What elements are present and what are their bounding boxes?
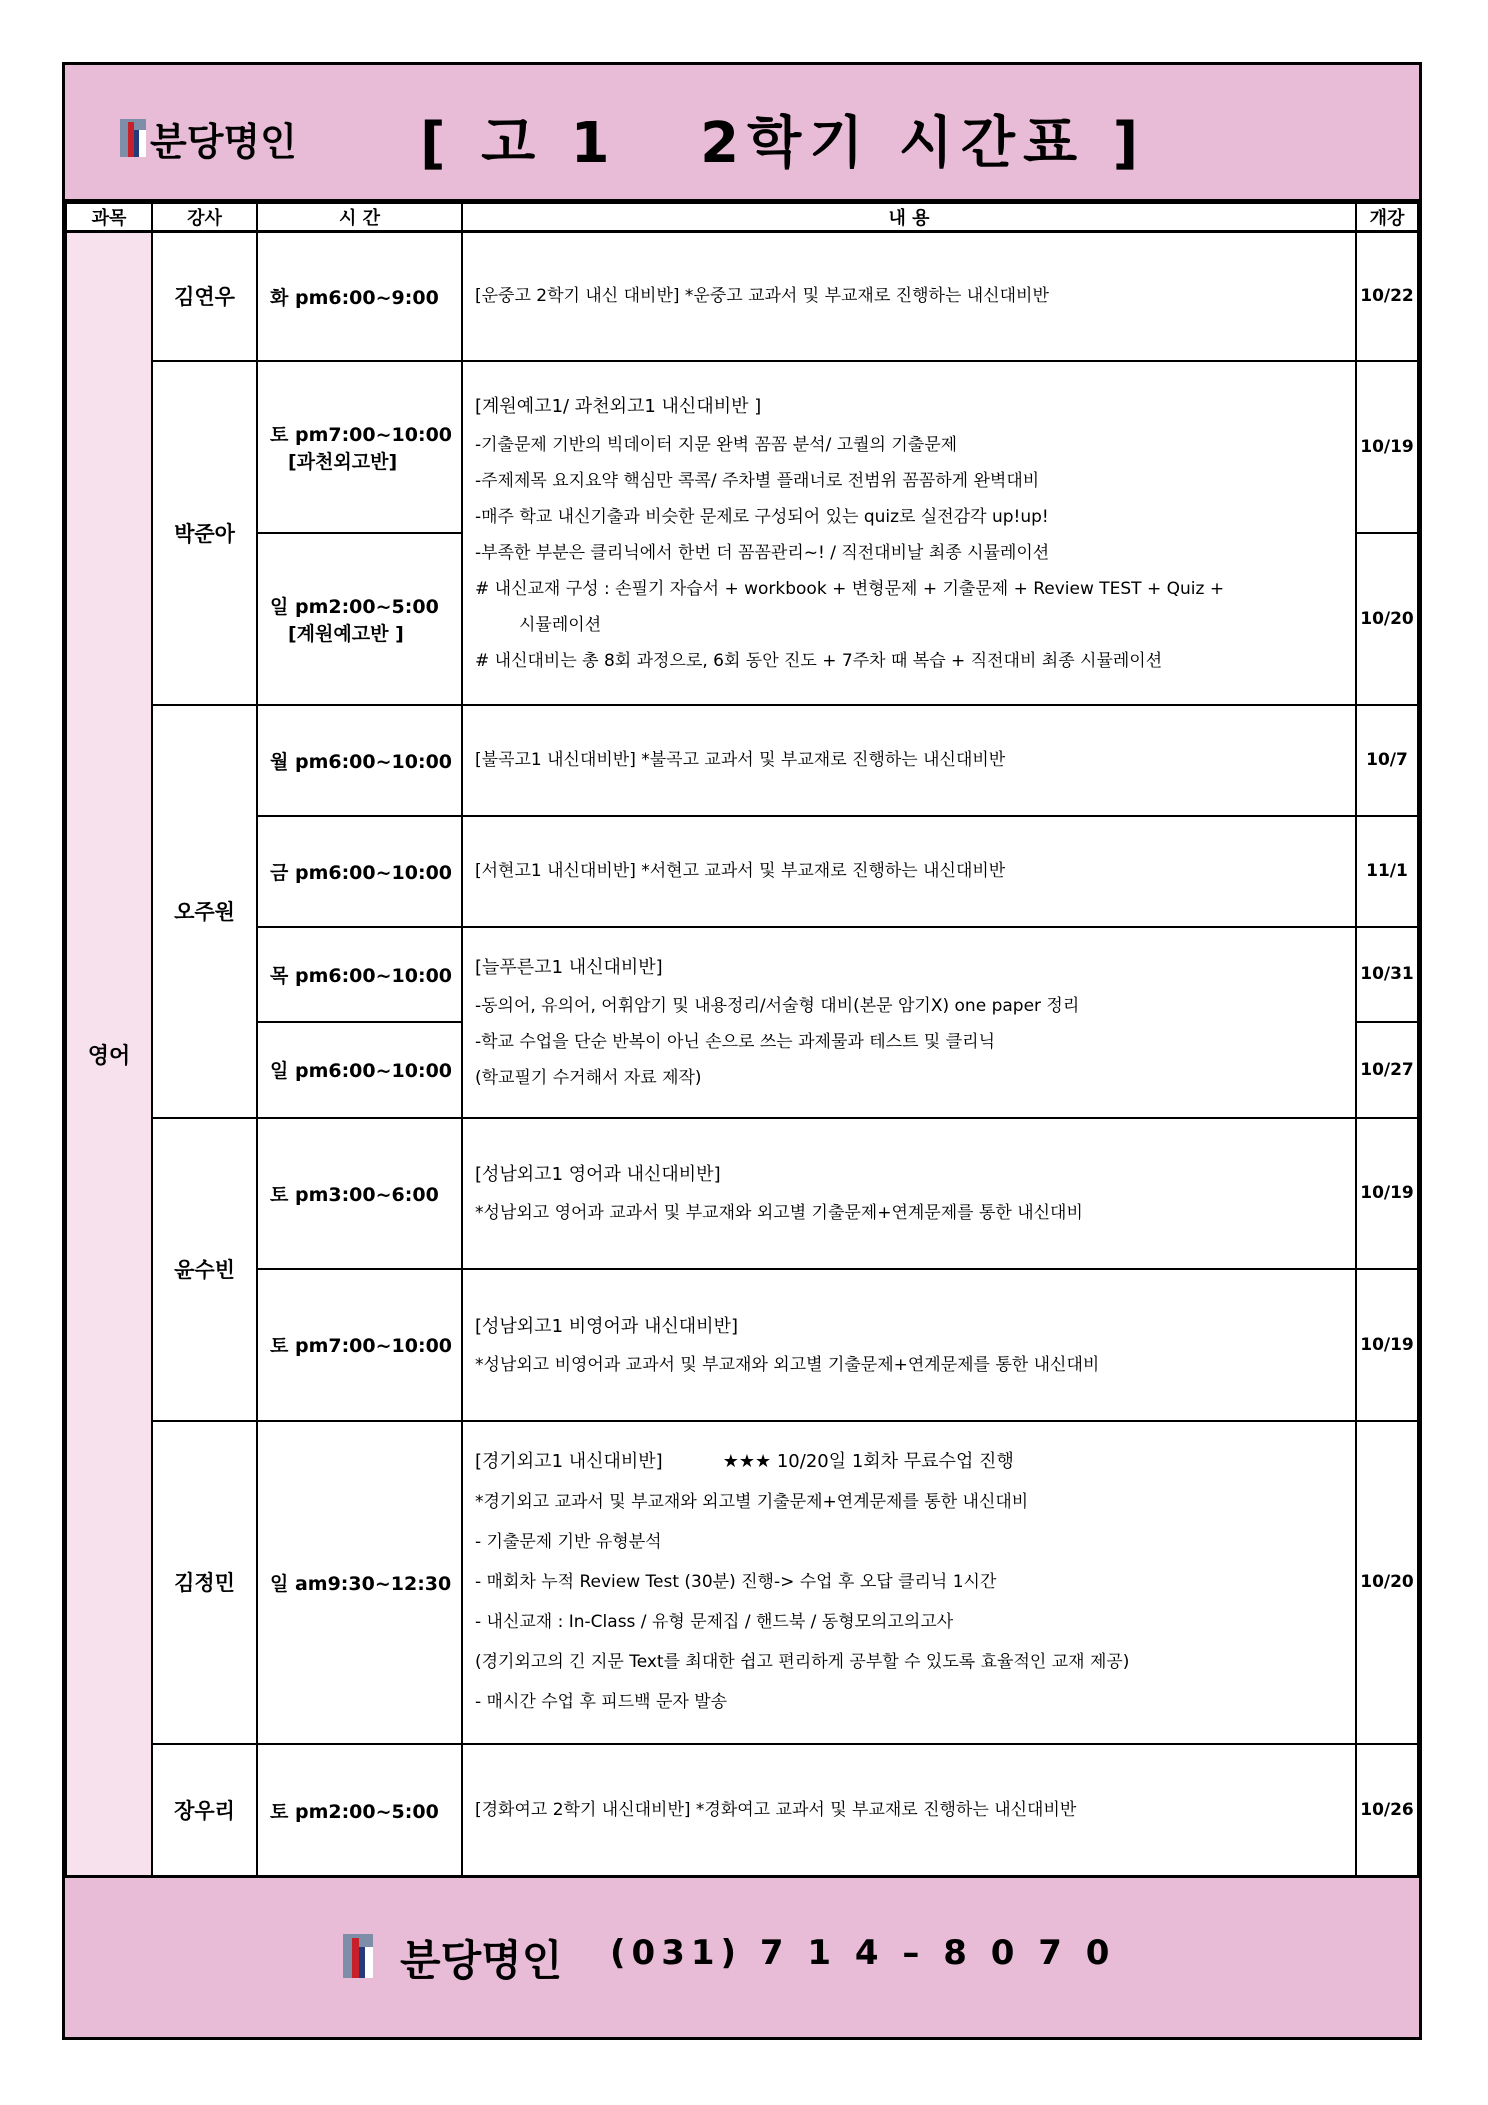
content-line: [서현고1 내신대비반] *서현고 교과서 및 부교재로 진행하는 내신대비반: [475, 861, 1006, 881]
start-date-cell: 10/20: [1356, 533, 1418, 705]
teacher-cell: 오주원: [152, 705, 257, 1118]
teacher-cell: 장우리: [152, 1744, 257, 1877]
time-cell: [257, 361, 462, 533]
table-row: [66, 927, 1418, 1022]
content-cell: [462, 1421, 1356, 1744]
content-line: *경기외고 교과서 및 부교재와 외고별 기출문제+연계문제를 통한 내신대비: [475, 1492, 1029, 1512]
content-line: [늘푸른고1 내신대비반]: [475, 957, 663, 978]
content-line: [475, 1442, 1355, 1482]
content-cell: [462, 361, 1356, 705]
table-row: [66, 1118, 1418, 1269]
col-header-time: 시 간: [257, 203, 462, 232]
subject-cell: 영어: [66, 232, 152, 1877]
time-text: 화 pm6:00~9:00: [270, 286, 439, 309]
content-line: -주제제목 요지요약 핵심만 콕콕/ 주차별 플래너로 전범위 꼼꼼하게 완벽대비: [475, 470, 1040, 491]
time-cell: [257, 1022, 462, 1118]
teacher-cell: 김연우: [152, 232, 257, 361]
start-date-cell: 10/22: [1356, 232, 1418, 361]
content-line: - 내신교재 : In-Class / 유형 문제집 / 핸드북 / 동형모의고의고사: [475, 1612, 954, 1632]
table-row: [66, 361, 1418, 533]
time-group-text: [과천외고반]: [288, 450, 398, 473]
content-line: (경기외고의 긴 지문 Text를 최대한 쉽고 편리하게 공부할 수 있도록 효율적인 교재 제공): [475, 1652, 1130, 1672]
free-class-note: ★★★ 10/20일 1회차 무료수업 진행: [722, 1451, 1014, 1472]
time-group-text: [계원예고반 ]: [288, 622, 404, 645]
footer-brand-name: 분당명인: [400, 1936, 563, 1985]
table-header-row: [66, 203, 1418, 232]
content-line: [경화여고 2학기 내신대비반] *경화여고 교과서 및 부교재로 진행하는 내신대비반: [475, 1800, 1077, 1820]
table-row: [66, 705, 1418, 816]
content-cell: [462, 927, 1356, 1118]
content-line: - 매회차 누적 Review Test (30분) 진행-> 수업 후 오답 클리닉 1시간: [475, 1572, 997, 1592]
teacher-cell: 윤수빈: [152, 1118, 257, 1421]
content-cell: [462, 232, 1356, 361]
start-date-cell: 10/26: [1356, 1744, 1418, 1877]
time-text: 토 pm7:00~10:00: [270, 1335, 453, 1357]
time-text: 토 pm3:00~6:00: [270, 1183, 439, 1206]
start-date-cell: 10/20: [1356, 1421, 1418, 1744]
time-cell: [257, 1421, 462, 1744]
content-line: *성남외고 영어과 교과서 및 부교재와 외고별 기출문제+연계문제를 통한 내신대비: [475, 1203, 1083, 1223]
content-line: [성남외고1 비영어과 내신대비반]: [475, 1315, 738, 1337]
start-date-cell: 10/19: [1356, 1118, 1418, 1269]
content-cell: [462, 1269, 1356, 1421]
academy-logo-icon: [120, 119, 146, 157]
content-cell: [462, 705, 1356, 816]
table-row: [66, 1421, 1418, 1744]
time-cell: [257, 816, 462, 927]
time-text: 목 pm6:00~10:00: [270, 964, 453, 987]
schedule-table: [65, 202, 1419, 1878]
content-line: # 내신교재 구성 : 손필기 자습서 + workbook + 변형문제 + 기출문제 + Review TEST + Quiz +: [475, 578, 1225, 599]
time-text: 일 pm2:00~5:00: [270, 595, 439, 618]
time-cell: [257, 927, 462, 1022]
time-text: 금 pm6:00~10:00: [270, 861, 453, 884]
brand-name: 분당명인: [150, 120, 297, 164]
table-row: [66, 1744, 1418, 1877]
content-line: (학교필기 수거해서 자료 제작): [475, 1068, 702, 1088]
content-line: [성남외고1 영어과 내신대비반]: [475, 1164, 721, 1185]
time-cell: [257, 533, 462, 705]
time-cell: [257, 1118, 462, 1269]
content-line: -동의어, 유의어, 어휘암기 및 내용정리/서술형 대비(본문 암기X) one paper 정리: [475, 996, 1080, 1016]
content-line: -매주 학교 내신기출과 비슷한 문제로 구성되어 있는 quiz로 실전감각 up!up!: [475, 506, 1049, 527]
time-cell: [257, 232, 462, 361]
start-date-cell: 11/1: [1356, 816, 1418, 927]
content-line: [불곡고1 내신대비반] *불곡고 교과서 및 부교재로 진행하는 내신대비반: [475, 750, 1006, 770]
time-text: 토 pm7:00~10:00: [270, 423, 453, 446]
content-cell: [462, 1118, 1356, 1269]
start-date-cell: 10/19: [1356, 1269, 1418, 1421]
content-cell: [462, 816, 1356, 927]
table-row: [66, 232, 1418, 361]
teacher-cell: 박준아: [152, 361, 257, 705]
start-date-cell: 10/27: [1356, 1022, 1418, 1118]
content-line: -기출문제 기반의 빅데이터 지문 완벽 꼼꼼 분석/ 고퀄의 기출문제: [475, 434, 958, 455]
content-line: [계원예고1/ 과천외고1 내신대비반 ]: [475, 395, 762, 417]
start-date-cell: 10/7: [1356, 705, 1418, 816]
content-line: - 매시간 수업 후 피드백 문자 발송: [475, 1692, 728, 1712]
start-date-cell: 10/19: [1356, 361, 1418, 533]
footer-banner: [65, 1875, 1419, 2037]
content-line: -부족한 부분은 클리닉에서 한번 더 꼼꼼관리~! / 직전대비날 최종 시뮬레이션: [475, 542, 1050, 563]
col-header-content: 내 용: [462, 203, 1356, 232]
academy-logo-icon: [343, 1934, 373, 1978]
time-text: 토 pm2:00~5:00: [270, 1800, 439, 1823]
start-date-cell: 10/31: [1356, 927, 1418, 1022]
col-header-teacher: 강사: [152, 203, 257, 232]
content-line: *성남외고 비영어과 교과서 및 부교재와 외고별 기출문제+연계문제를 통한 내신대비: [475, 1354, 1100, 1375]
time-text: 월 pm6:00~10:00: [270, 750, 453, 773]
content-line: # 내신대비는 총 8회 과정으로, 6회 동안 진도 + 7주차 때 복습 + 직전대비 최종 시뮬레이션: [475, 650, 1163, 671]
time-text: 일 pm6:00~10:00: [270, 1060, 453, 1082]
timetable-frame: [62, 62, 1422, 2040]
content-line: - 기출문제 기반 유형분석: [475, 1532, 662, 1552]
time-text: 일 am9:30~12:30: [270, 1572, 452, 1595]
content-title: [경기외고1 내신대비반]: [475, 1451, 663, 1472]
teacher-cell: 김정민: [152, 1421, 257, 1744]
time-cell: [257, 705, 462, 816]
phone-number[interactable]: (031) 7 1 4 – 8 0 7 0: [610, 1933, 1116, 1973]
content-line: -학교 수업을 단순 반복이 아닌 손으로 쓰는 과제물과 테스트 및 클리닉: [475, 1032, 995, 1052]
content-line: 시뮬레이션: [519, 614, 602, 635]
col-header-subject: 과목: [66, 203, 152, 232]
time-cell: [257, 1744, 462, 1877]
content-line: [운중고 2학기 내신 대비반] *운중고 교과서 및 부교재로 진행하는 내신대비반: [475, 286, 1049, 307]
time-cell: [257, 1269, 462, 1421]
page-title: [ 고 1 2학기 시간표 ]: [420, 111, 1147, 176]
header-banner: [65, 65, 1419, 202]
content-cell: [462, 1744, 1356, 1877]
table-row: [66, 1269, 1418, 1421]
col-header-start: 개강: [1356, 203, 1418, 232]
table-row: [66, 816, 1418, 927]
